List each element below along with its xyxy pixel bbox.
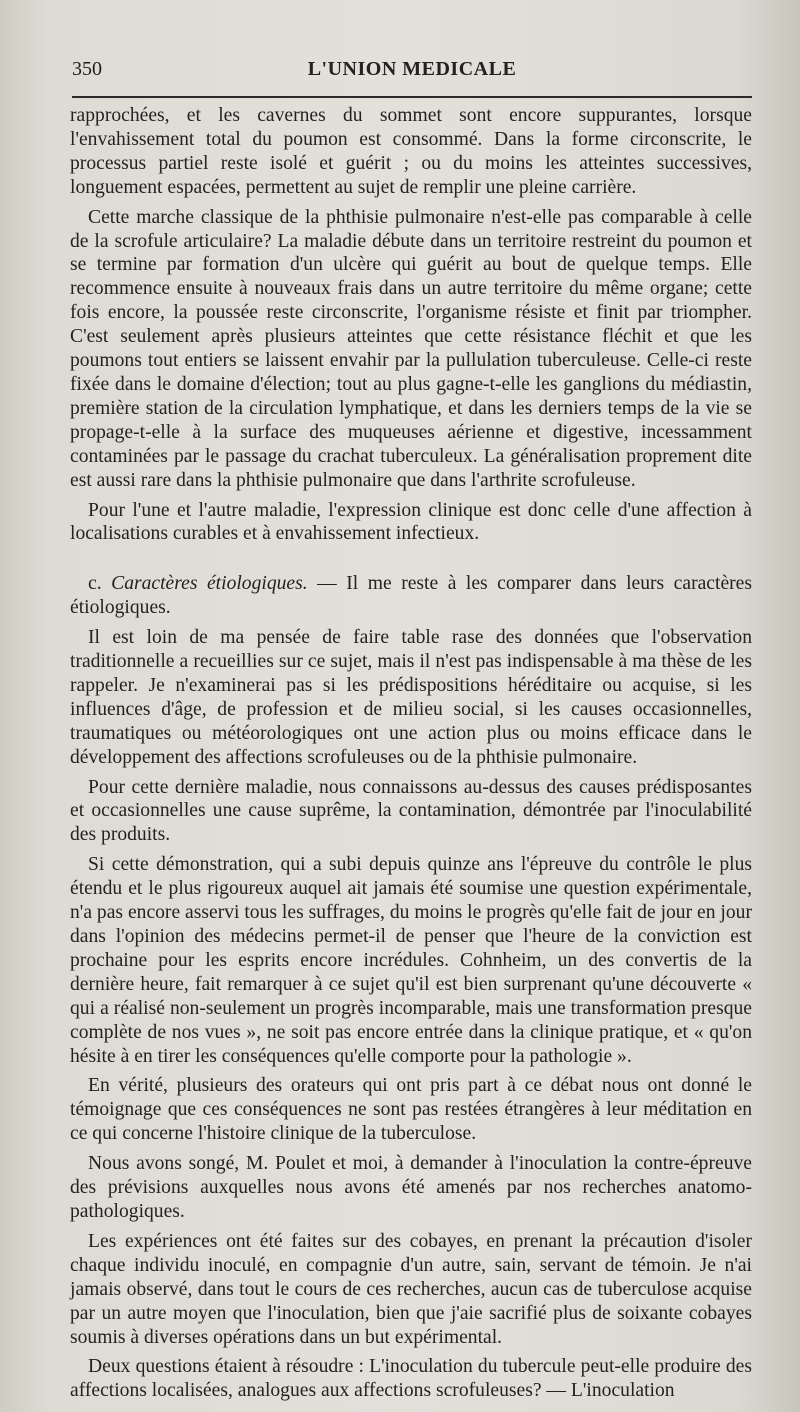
page-header (72, 56, 752, 92)
paragraph: Nous avons songé, M. Poulet et moi, à demander à l'inoculation la contre-épreuve des prévisions auxquelles nous avons été amenés par nos recherches anatomo-pathologiques. (70, 1153, 752, 1222)
paragraph: Cette marche classique de la phthisie pulmonaire n'est-elle pas comparable à celle de la scrofule articulaire? La maladie débute dans un territoire restreint du poumon et se termine par formation d'un ulcère qui guérit au bout de quelque temps. Elle recommence ensuite à nouveaux frais dans un autre territoire du même organe; cette fois encore, la poussée reste circonscrite, l'organisme résiste et finit par triompher. C'est seulement après plusieurs atteintes que cette résistance fléchit et que les poumons tout entiers se laissent envahir par la pullulation tuberculeuse. Celle-ci reste fixée dans le domaine d'élection; tout au plus gagne-t-elle les ganglions du médiastin, première station de la circulation lymphatique, et dans les derniers temps de la vie se propage-t-elle à la surface des muqueuses aérienne et digestive, incessamment contaminées par le passage du crachat tuberculeux. La généralisation proprement dite est aussi rare dans la phthisie pulmonaire que dans l'arthrite scrofuleuse. (70, 206, 752, 491)
paragraph: Pour cette dernière maladie, nous connaissons au-dessus des causes prédisposantes et occasionnelles une cause suprême, la contamination, démontrée par l'inoculabilité des produits. (70, 776, 752, 846)
paragraph: Deux questions étaient à résoudre : L'inoculation du tubercule peut-elle produire des affections localisées, analogues aux affections scrofuleuses? — L'inoculation (70, 1356, 752, 1402)
paragraph: Les expériences ont été faites sur des cobayes, en prenant la précaution d'isoler chaque individu inoculé, en compagnie d'un autre, sain, servant de témoin. Je n'ai jamais observé, dans tout le cours de ces recherches, aucun cas de tuberculose acquise par un autre moyen que l'inoculation, bien que j'aie sacrifié plus de soixante cobayes soumis à diverses opérations dans un but expérimental. (70, 1230, 752, 1348)
section-text: — Il me reste à les comparer dans leurs caractères étiologiques. (70, 573, 752, 619)
paragraph: Il est loin de ma pensée de faire table rase des données que l'observation traditionnelle a recueillies sur ce sujet, mais il n'est pas indispensable à ma thèse de les rappeler. Je n'examinerai pas si les prédispositions héréditaire ou acquise, si les influences d'âge, de profession et de milieu social, si les causes occasionnelles, traumatiques ou météorologiques ont une action plus ou moins efficace dans le développement des affections scrofuleuses ou de la phthisie pulmonaire. (70, 627, 752, 768)
paragraph: En vérité, plusieurs des orateurs qui ont pris part à ce débat nous ont donné le témoignage que ces conséquences ne sont pas restées étrangères à leur méditation en ce qui concerne l'histoire clinique de la tuberculose. (70, 1075, 752, 1145)
page-number: 350 (72, 58, 102, 80)
paragraph: Pour l'une et l'autre maladie, l'expression clinique est donc celle d'une affection à localisations curables et à envahissement infectieux. (70, 499, 752, 545)
section-label: c. (88, 573, 102, 595)
paragraph: Si cette démonstration, qui a subi depuis quinze ans l'épreuve du contrôle le plus étendu et le plus rigoureux auquel ait jamais été soumise une question expérimentale, n'a pas encore asservi tous les suffrages, du moins le progrès qu'elle fait de jour en jour dans l'opinion des médecins permet-il de penser que l'heure de la conviction est prochaine pour les esprits encore incrédules. Cohnheim, un des convertis de la dernière heure, fait remarquer à ce sujet qu'il est bien surprenant qu'une découverte « qui a réalisé non-seulement un progrès incomparable, mais une transformation presque complète de nos vues », ne soit pas encore entrée dans la clinique pratique, et « qu'on hésite à en tirer les conséquences qu'elle comporte pour la pathologie ». (70, 854, 752, 1067)
paragraph: rapprochées, et les cavernes du sommet sont encore suppurantes, lorsque l'envahissement total du poumon est consommé. Dans la forme circonscrite, le processus partiel reste isolé et guérit ; ou du moins les atteintes successives, longuement espacées, permettent au sujet de remplir une pleine carrière. (70, 105, 752, 198)
header-rule (72, 96, 752, 98)
body-text (70, 104, 752, 1409)
section-heading-paragraph (70, 572, 752, 620)
section-title: Caractères étiologiques. (111, 573, 308, 595)
running-title: L'UNION MEDICALE (307, 58, 517, 80)
